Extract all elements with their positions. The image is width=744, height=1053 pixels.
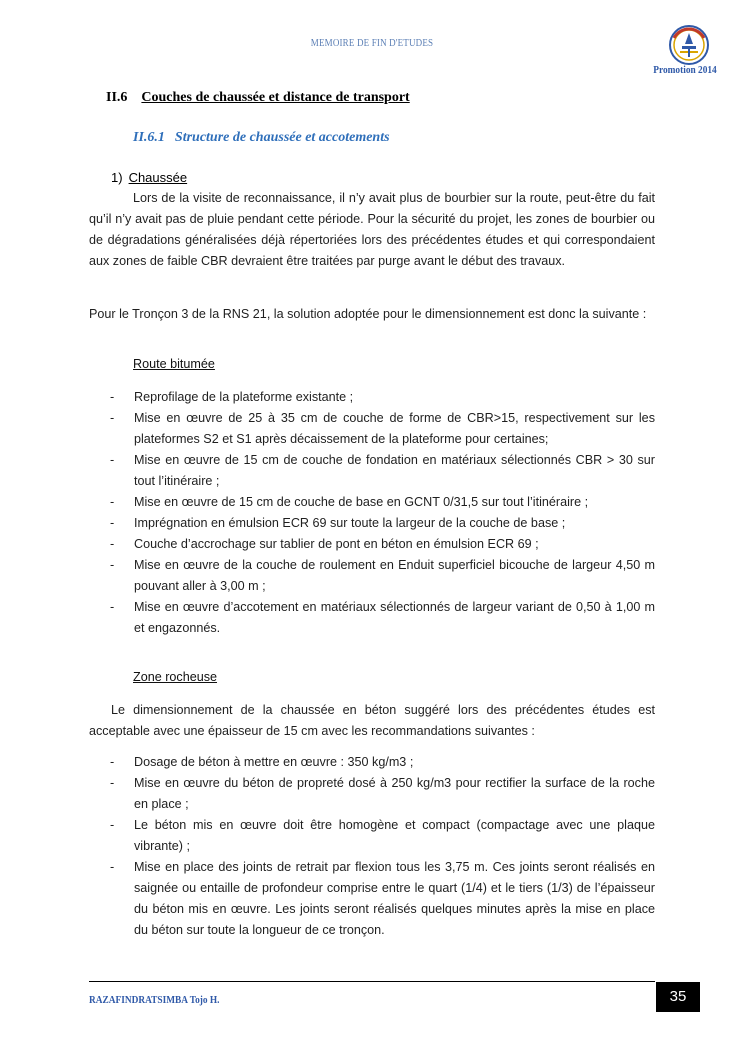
item-number: 1) — [111, 170, 123, 185]
solution-paragraph: Pour le Tronçon 3 de la RNS 21, la solution adoptée pour le dimensionnement est donc la suivante : — [89, 307, 647, 321]
list-item: - Le béton mis en œuvre doit être homogène et compact (compactage avec une plaque vibrante) ; — [110, 818, 655, 853]
footer-author: RAZAFINDRATSIMBA Tojo H. — [89, 994, 220, 1006]
section-number: II.6 — [106, 90, 128, 105]
list-item: - Couche d’accrochage sur tablier de pont en béton en émulsion ECR 69 ; — [110, 537, 539, 551]
list-item: - Mise en œuvre de 15 cm de couche de fondation en matériaux sélectionnés CBR > 30 sur tout l’itinéraire ; — [110, 453, 655, 488]
subsection-title: Structure de chaussée et accotements — [174, 130, 390, 145]
footer-divider — [89, 981, 655, 982]
section-title: Couches de chaussée et distance de transport — [141, 90, 410, 105]
list-item: - Reprofilage de la plateforme existante ; — [110, 390, 354, 404]
subsection-heading — [133, 130, 390, 146]
route-bitumee-list — [89, 387, 655, 639]
route-bitumee-heading: Route bitumée — [133, 357, 215, 371]
zone-rocheuse-list — [89, 752, 655, 941]
list-item: - Mise en œuvre de 25 à 35 cm de couche de forme de CBR>15, respectivement sur les plateformes S2 et S1 après décaissement de la plateforme pour certaines; — [110, 411, 655, 446]
intro-paragraph: Lors de la visite de reconnaissance, il n’y avait plus de bourbier sur la route, peut-être du fait qu’il n’y avait pas de pluie pendant cette période. Pour la sécurité du projet, les zones de bourbier ou de dégradations généralisées déjà répertoriées lors des précédentes études et qui correspondaient aux zones de faible CBR devraient être traitées par purge avant le début des travaux. — [89, 191, 655, 268]
zone-rocheuse-paragraph: Le dimensionnement de la chaussée en béton suggéré lors des précédentes études est acceptable avec une épaisseur de 15 cm avec les recommandations suivantes : — [89, 703, 655, 738]
promotion-label: Promotion 2014 — [653, 64, 717, 76]
promotion-logo-icon — [668, 24, 710, 66]
subsection-number: II.6.1 — [133, 130, 165, 145]
section-heading — [106, 90, 410, 106]
list-item: - Dosage de béton à mettre en œuvre : 350 kg/m3 ; — [110, 755, 414, 769]
list-item: - Mise en place des joints de retrait par flexion tous les 3,75 m. Ces joints seront réalisés en saignée ou entaille de profondeur comprise entre le quart (1/4) et le tiers (1/3) de l’épaisseur du béton mis en œuvre. Les joints seront réalisés quelques minutes après la mise en place du béton sur toute la longueur de ce tronçon. — [110, 860, 655, 937]
list-item: - Mise en œuvre d’accotement en matériaux sélectionnés de largeur variant de 0,50 à 1,00 m et engazonnés. — [110, 600, 655, 635]
item-title: Chaussée — [128, 170, 188, 185]
running-header-title: MEMOIRE DE FIN D'ETUDES — [310, 37, 434, 49]
page-number: 35 — [656, 982, 700, 1012]
list-item: - Mise en œuvre de 15 cm de couche de base en GCNT 0/31,5 sur tout l’itinéraire ; — [110, 495, 589, 509]
list-item: - Mise en œuvre de la couche de roulement en Enduit superficiel bicouche de largeur 4,50 m pouvant aller à 3,00 m ; — [110, 558, 655, 593]
list-item: - Mise en œuvre du béton de propreté dosé à 250 kg/m3 pour rectifier la surface de la roche en place ; — [110, 776, 655, 811]
list-item: - Imprégnation en émulsion ECR 69 sur toute la largeur de la couche de base ; — [110, 516, 566, 530]
zone-rocheuse-heading: Zone rocheuse — [133, 670, 218, 684]
item-heading — [111, 170, 187, 185]
